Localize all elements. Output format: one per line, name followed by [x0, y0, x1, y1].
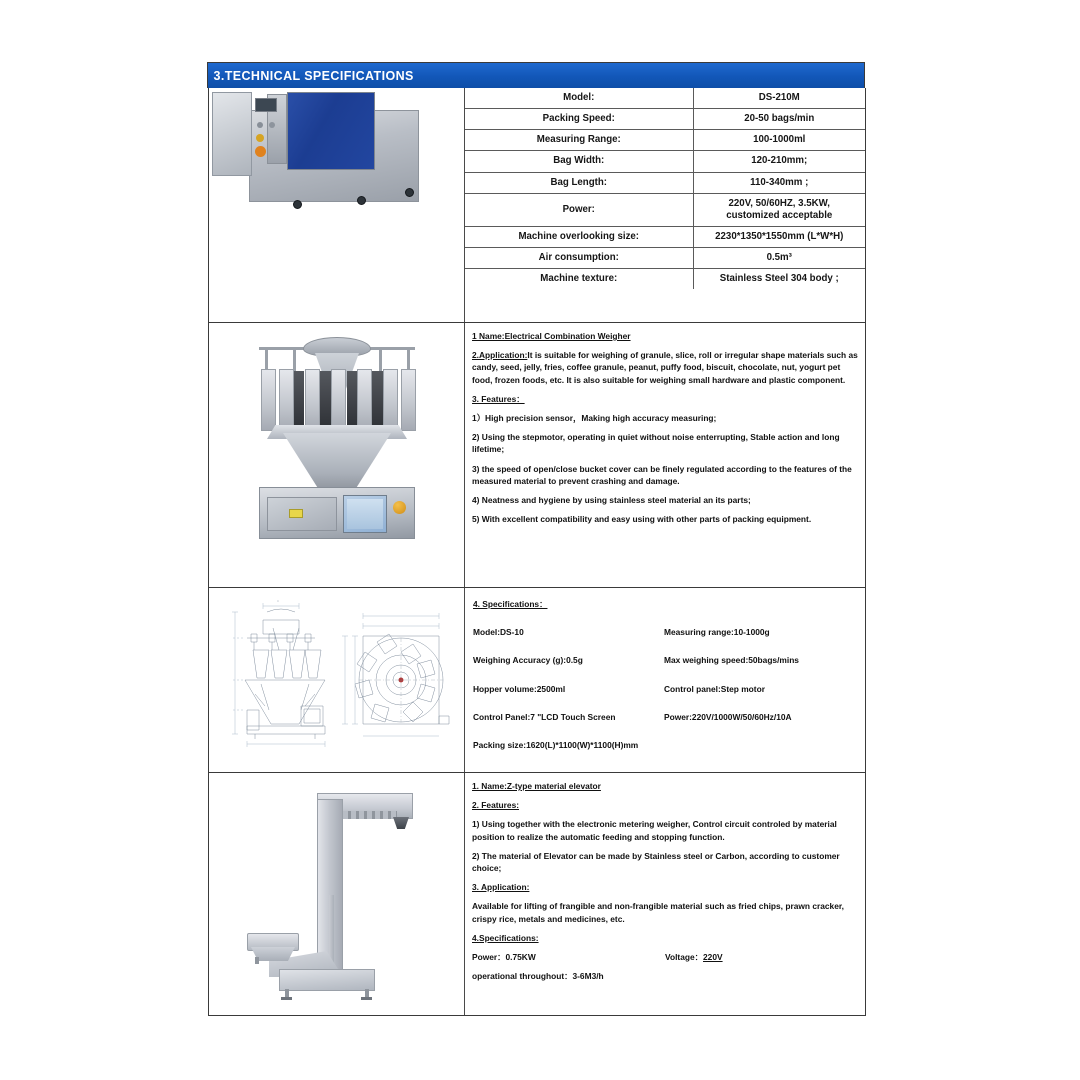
- elevator-discharge-spout: [393, 817, 409, 829]
- multihead-weigher-image-cell: [209, 323, 465, 587]
- elevator-power: Power：0.75KW: [472, 951, 536, 962]
- elevator-conveyor-belt: [343, 811, 397, 819]
- elevator-application-text: Available for lifting of frangible and non-frangible material such as fried chips, prawn cracker, crispy rice, metals and medicines, etc.: [472, 901, 844, 924]
- machine-caster: [357, 196, 366, 205]
- weigher-rod: [379, 347, 382, 373]
- elevator-application-label: 3. Application:: [472, 882, 530, 893]
- elevator-specs-label: 4.Specifications:: [472, 932, 539, 943]
- machine-blue-panel: [287, 92, 375, 170]
- elevator-hopper-leg: [255, 957, 259, 964]
- svg-text:□: □: [277, 599, 279, 603]
- spec-item: Power:220V/1000W/50/60Hz/10A: [664, 711, 792, 722]
- elevator-foot-pad: [361, 997, 372, 1000]
- spec-item: Control panel:Step motor: [664, 683, 765, 694]
- spec-label: Model:: [465, 88, 693, 109]
- spec-item: Measuring range:10-1000g: [664, 627, 770, 638]
- spec-value: 120-210mm;: [693, 151, 865, 172]
- elevator-throughput: operational throughout：3-6M3/h: [472, 971, 604, 982]
- packing-machine-photo: [209, 88, 464, 322]
- weigher-hopper: [401, 369, 416, 431]
- elevator-base-frame: [279, 969, 375, 991]
- weigher-hopper: [331, 369, 346, 431]
- spec-label: Bag Width:: [465, 151, 693, 172]
- elevator-features-label: 2. Features:: [472, 800, 520, 811]
- spec-label: Machine texture:: [465, 269, 693, 290]
- cad-svg: [217, 598, 457, 762]
- row-machine-specifications: [209, 88, 865, 323]
- packing-machine-image-cell: [209, 88, 465, 322]
- machine-caster: [293, 200, 302, 209]
- spec-label: Packing Speed:: [465, 109, 693, 130]
- weigher-indicator-lamp: [393, 501, 406, 514]
- weigher-name-line: 1 Name:Electrical Combination Weigher: [472, 331, 631, 341]
- weigher-description-text: [465, 323, 865, 532]
- weigher-application-text: It is suitable for weighing of granule, slice, roll or irregular shape materials such as candy, seed, jelly, fries, coffee granule, peanut, puffy food, biscuit, chocolate, nut, yogurt pet food, frozen foods, etc. It is also suitable for weighing small hardware and plastic component.: [472, 350, 858, 385]
- weigher-discharge-cone: [283, 433, 391, 491]
- spec-item-packing-size: Packing size:1620(L)*1100(W)*1100(H)mm: [473, 739, 639, 750]
- elevator-name-line: 1. Name:Z-type material elevator: [472, 781, 601, 791]
- spec-item: Control Panel:7 "LCD Touch Screen: [473, 711, 616, 722]
- specification-table: [465, 88, 865, 289]
- spec-value: Stainless Steel 304 body ;: [719, 273, 839, 285]
- machine-knob: [257, 122, 263, 128]
- machine-caster: [405, 188, 414, 197]
- spec-item: Max weighing speed:50bags/mins: [664, 655, 799, 666]
- machine-emergency-button: [255, 146, 266, 157]
- specifications-document: [208, 88, 866, 1016]
- spec-item: Hopper volume:2500ml: [473, 683, 566, 694]
- table-row: [465, 248, 865, 269]
- machine-knob: [256, 134, 264, 142]
- weigher-cad-drawings: [217, 598, 457, 762]
- weigher-hopper: [279, 369, 294, 431]
- table-row: [465, 226, 865, 247]
- row-weigher-description: [209, 323, 865, 588]
- table-row: [465, 151, 865, 172]
- specification-table-cell: [465, 88, 865, 322]
- machine-knob: [269, 122, 275, 128]
- spec-value: 100-1000ml: [693, 130, 865, 151]
- machine-display-screen: [255, 98, 277, 112]
- spec-value: 20-50 bags/min: [693, 109, 865, 130]
- spec-value: 220V, 50/60HZ, 3.5KW, customized acceptable: [693, 193, 865, 226]
- document-header-wrap: [208, 62, 866, 88]
- spec-value: DS-210M: [693, 88, 865, 109]
- elevator-voltage-label: Voltage：: [665, 951, 704, 962]
- weigher-feature-item: 4) Neatness and hygiene by using stainless steel material an its parts;: [472, 494, 751, 505]
- weigher-specs-list: [473, 626, 855, 753]
- weigher-specifications-cell: [465, 588, 865, 772]
- weigher-specs-heading: 4. Specifications：: [473, 599, 548, 609]
- multihead-weigher-photo: [231, 329, 443, 571]
- spec-value: 0.5m³: [693, 248, 865, 269]
- weigher-feature-item: 2) Using the stepmotor, operating in quiet without noise enterrupting, Stable action and long lifetime;: [472, 432, 840, 455]
- weigher-features-label: 3. Features：: [472, 393, 525, 404]
- elevator-description-cell: [465, 773, 865, 1015]
- elevator-foot-pad: [281, 997, 292, 1000]
- weigher-hopper: [357, 369, 372, 431]
- spec-value: 110-340mm ;: [693, 172, 865, 193]
- machine-side-panel: [212, 92, 252, 176]
- elevator-feature-item: 1) Using together with the electronic metering weigher, Control circuit controled by material position to realize the automatic feeding and stopping function.: [472, 819, 837, 842]
- spec-label: Bag Length:: [465, 172, 693, 193]
- weigher-lcd-inner-display: [347, 499, 383, 529]
- weigher-hopper: [261, 369, 276, 431]
- row-weigher-drawings-specs: [209, 588, 865, 773]
- section-title: 3.TECHNICAL SPECIFICATIONS: [213, 68, 414, 83]
- z-type-elevator-photo: [225, 785, 445, 1003]
- spec-label: Air consumption:: [465, 248, 693, 269]
- table-row: [465, 88, 865, 109]
- spec-label: Machine overlooking size:: [465, 226, 693, 247]
- weigher-specifications-text: [465, 588, 865, 759]
- table-row: [465, 109, 865, 130]
- row-elevator-description: [209, 773, 865, 1015]
- weigher-hopper: [305, 369, 320, 431]
- z-elevator-image-cell: [209, 773, 465, 1015]
- table-row: [465, 130, 865, 151]
- elevator-feature-item: 2) The material of Elevator can be made by Stainless steel or Carbon, according to customer choice;: [472, 850, 840, 873]
- table-row: [465, 193, 865, 226]
- elevator-voltage-value: 220V: [703, 951, 723, 962]
- spec-value: 2230*1350*1550mm (L*W*H): [693, 226, 865, 247]
- table-row: [465, 172, 865, 193]
- weigher-feature-item: 3) the speed of open/close bucket cover can be finely regulated according to the features of the measured material to prevent crashing and damage.: [472, 463, 852, 486]
- spec-label: Power:: [465, 193, 693, 226]
- weigher-description-cell: [465, 323, 865, 587]
- spec-label: Measuring Range:: [465, 130, 693, 151]
- weigher-drawings-cell: [209, 588, 465, 772]
- warning-label-icon: [289, 509, 303, 518]
- weigher-hopper: [383, 369, 398, 431]
- table-row: [465, 269, 865, 290]
- weigher-application-label: 2.Application:: [472, 350, 528, 361]
- elevator-description-text: [465, 773, 865, 989]
- spec-item: Weighing Accuracy (g):0.5g: [473, 655, 583, 666]
- spec-item: Model:DS-10: [473, 627, 524, 638]
- weigher-feature-item: 5) With excellent compatibility and easy using with other parts of packing equipment.: [472, 514, 812, 525]
- weigher-feature-item: 1）High precision sensor，Making high accuracy measuring;: [472, 412, 717, 423]
- section-header-bar: [207, 62, 865, 88]
